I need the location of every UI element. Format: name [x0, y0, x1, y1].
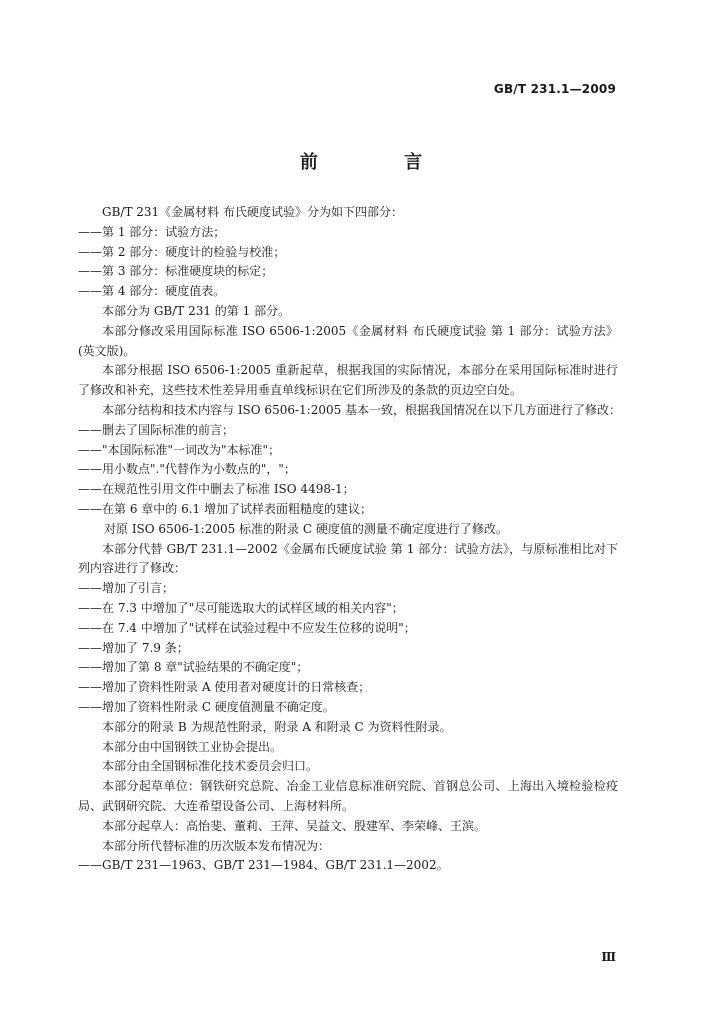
paragraph: 本部分由中国钢铁工业协会提出。	[102, 739, 283, 754]
paragraph: 本部分的附录 B 为规范性附录，附录 A 和附录 C 为资料性附录。	[102, 719, 452, 734]
list-item: ——在 7.4 中增加了"试样在试验过程中不应发生位移的说明"；	[78, 620, 416, 635]
paragraph: 本部分修改采用国际标准 ISO 6506-1:2005《金属材料 布氏硬度试验 第 1 部分：试验方法》(英文版)。	[78, 323, 618, 358]
list-item: ——第 4 部分：硬度值表。	[78, 284, 226, 299]
paragraph: 对原 ISO 6506-1:2005 标准的附录 C 硬度值的测量不确定度进行了修改。	[104, 521, 508, 536]
paragraph: 本部分为 GB/T 231 的第 1 部分。	[102, 303, 291, 318]
list-item: ——删去了国际标准的前言；	[78, 422, 235, 437]
list-item: ——在第 6 章中的 6.1 增加了试样表面粗糙度的建议；	[78, 501, 372, 516]
paragraph: 本部分代替 GB/T 231.1—2002《金属布氏硬度试验 第 1 部分：试验方法》，与原标准相比对下列内容进行了修改：	[78, 541, 618, 576]
paragraph: 本部分所代替标准的历次版本发布情况为：	[102, 838, 331, 853]
list-item: ——增加了资料性附录 A 使用者对硬度计的日常核查；	[78, 680, 371, 695]
list-item: ——增加了资料性附录 C 硬度值测量不确定度。	[78, 699, 335, 714]
list-item: ——"本国际标准"一词改为"本标准"；	[78, 442, 281, 457]
list-item: ——用小数点"."代替作为小数点的"，"；	[78, 462, 296, 477]
list-item: ——增加了引言；	[78, 581, 175, 596]
paragraph: GB/T 231《金属材料 布氏硬度试验》分为如下四部分：	[102, 205, 403, 219]
list-item: ——增加了 7.9 条；	[78, 640, 189, 655]
list-item: ——GB/T 231—1963、GB/T 231—1984、GB/T 231.1—2002。	[78, 858, 449, 873]
list-item: ——第 1 部分：试验方法；	[78, 224, 226, 239]
paragraph: 本部分根据 ISO 6506-1:2005 重新起草，根据我国的实际情况，本部分在采用国际标准时进行了修改和补充，这些技术性差异用垂直单线标识在它们所涉及的条款的页边空白处。	[78, 363, 618, 398]
page-number: Ⅲ	[601, 950, 616, 964]
paragraph: 本部分起草人：高怡斐、董莉、王萍、吴益文、殷建军、李荣峰、王滨。	[102, 818, 487, 833]
paragraph: 本部分起草单位：钢铁研究总院、冶金工业信息标准研究院、首钢总公司、上海出入境检验检疫局、武钢研究院、大连希望设备公司、上海材料所。	[78, 779, 618, 813]
paragraph: 本部分由全国钢标准化技术委员会归口。	[102, 759, 319, 774]
list-item: ——增加了第 8 章"试验结果的不确定度"；	[78, 660, 309, 675]
document-body	[78, 203, 622, 876]
standard-code: GB/T 231.1—2009	[493, 82, 616, 96]
paragraph: 本部分结构和技术内容与 ISO 6506-1:2005 基本一致，根据我国情况在以下几方面进行了修改：	[102, 402, 622, 417]
list-item: ——第 3 部分：标准硬度块的标定；	[78, 264, 274, 279]
list-item: ——在 7.3 中增加了"尽可能选取大的试样区域的相关内容"；	[78, 600, 404, 615]
list-item: ——第 2 部分：硬度计的检验与校准；	[78, 244, 286, 259]
list-item: ——在规范性引用文件中删去了标准 ISO 4498-1；	[78, 482, 355, 497]
page-title: 前 言	[299, 152, 463, 173]
